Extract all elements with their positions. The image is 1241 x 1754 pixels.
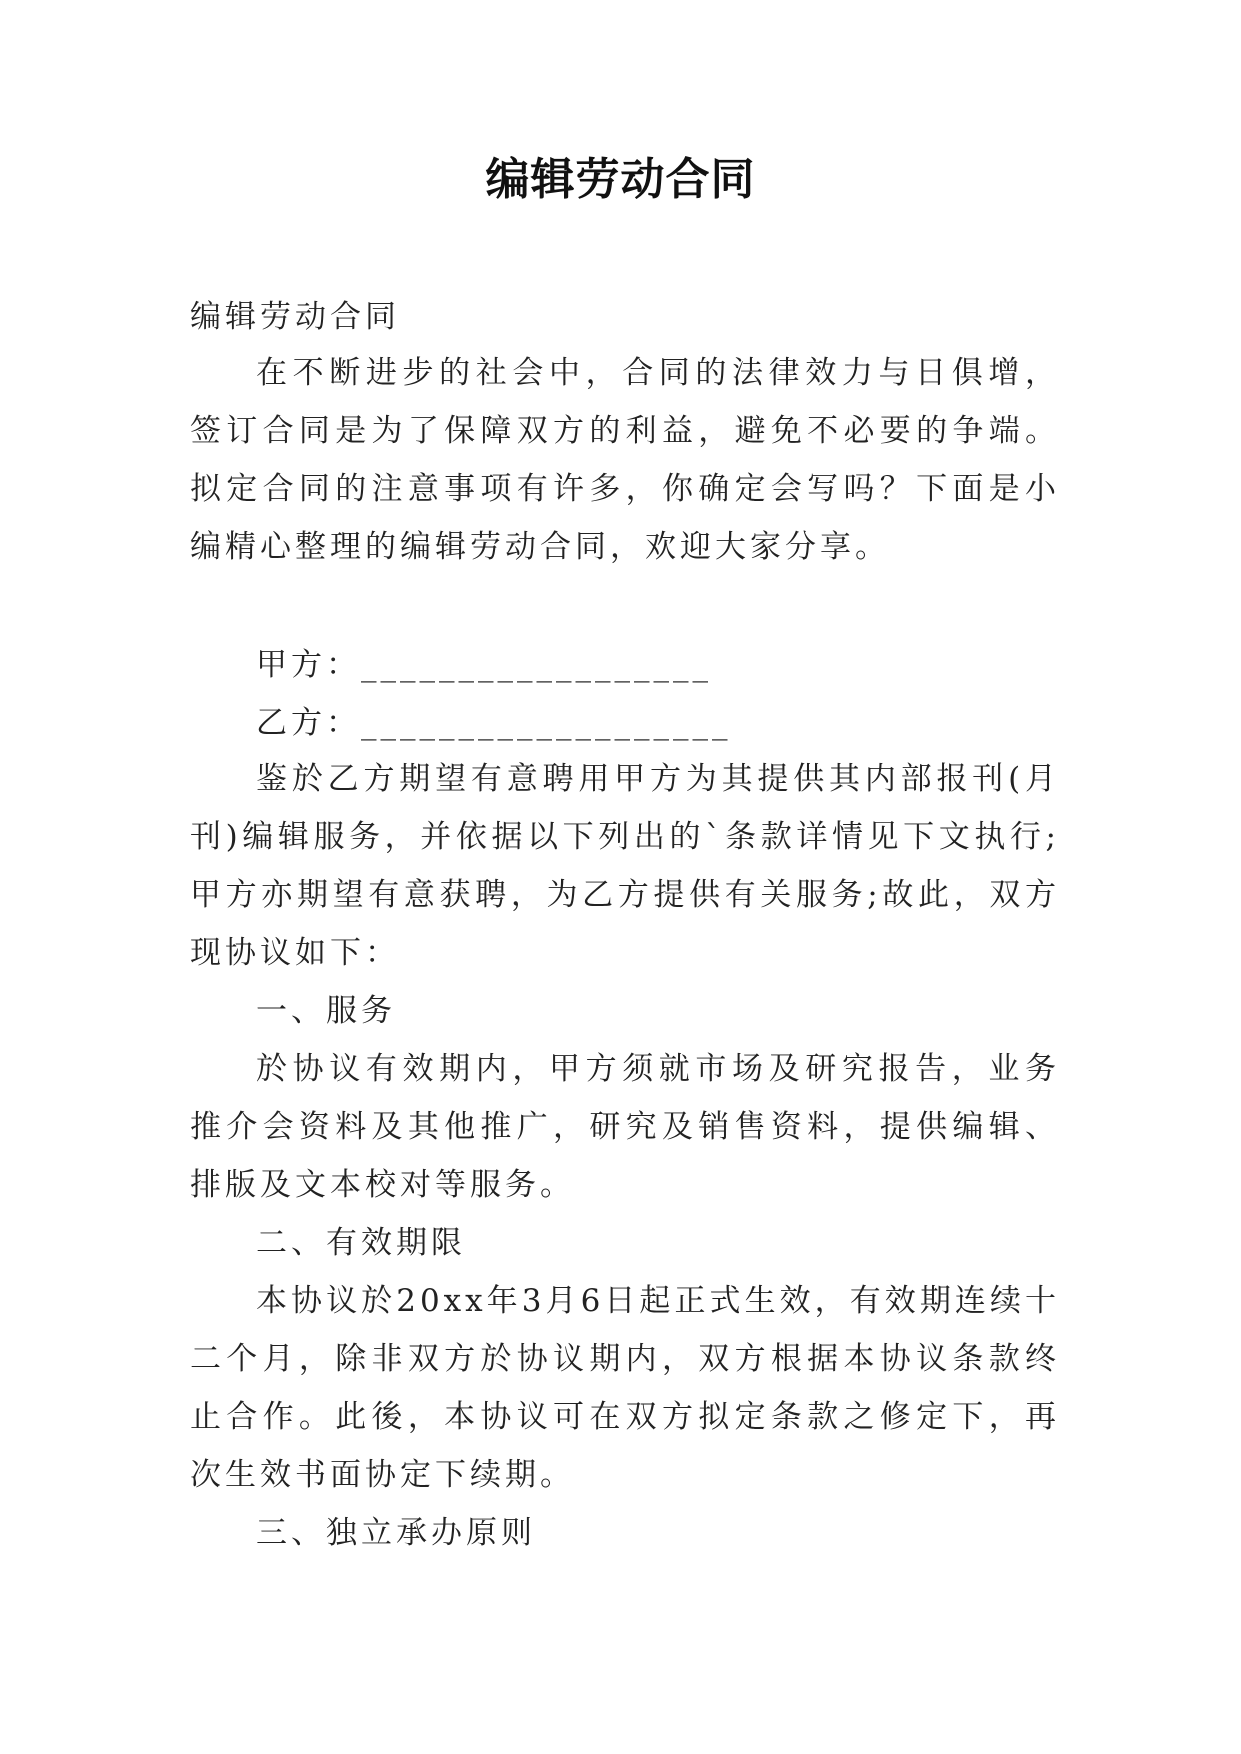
party-b-line: 乙方：___________________ xyxy=(256,705,732,741)
preamble-paragraph: 鉴於乙方期望有意聘用甲方为其提供其内部报刊(月刊)编辑服务，并依据以下列出的`条款详情见下文执行;甲方亦期望有意获聘，为乙方提供有关服务;故此，双方现协议如下： xyxy=(190,761,1060,971)
section-2-heading: 二、有效期限 xyxy=(256,1225,466,1261)
party-a-line: 甲方：__________________ xyxy=(256,647,712,683)
contract-body xyxy=(190,750,1060,1562)
intro-paragraph: 在不断进步的社会中，合同的法律效力与日俱增，签订合同是为了保障双方的利益，避免不必要的争端。拟定合同的注意事项有许多，你确定会写吗？下面是小编精心整理的编辑劳动合同，欢迎大家分享。 xyxy=(190,355,1060,565)
parties-section xyxy=(190,636,1060,752)
subtitle-text: 编辑劳动合同 xyxy=(190,299,400,335)
intro-section xyxy=(190,344,1060,576)
section-1-paragraph: 於协议有效期内，甲方须就市场及研究报告，业务推介会资料及其他推广，研究及销售资料，提供编辑、排版及文本校对等服务。 xyxy=(190,1051,1060,1203)
section-2-paragraph: 本协议於20xx年3月6日起正式生效，有效期连续十二个月，除非双方於协议期内，双方根据本协议条款终止合作。此後，本协议可在双方拟定条款之修定下，再次生效书面协定下续期。 xyxy=(190,1283,1060,1493)
section-1-heading: 一、服务 xyxy=(256,993,396,1029)
section-3-heading: 三、独立承办原则 xyxy=(256,1515,536,1551)
document-subtitle xyxy=(190,288,1060,346)
document-title: 编辑劳动合同 xyxy=(485,154,756,205)
